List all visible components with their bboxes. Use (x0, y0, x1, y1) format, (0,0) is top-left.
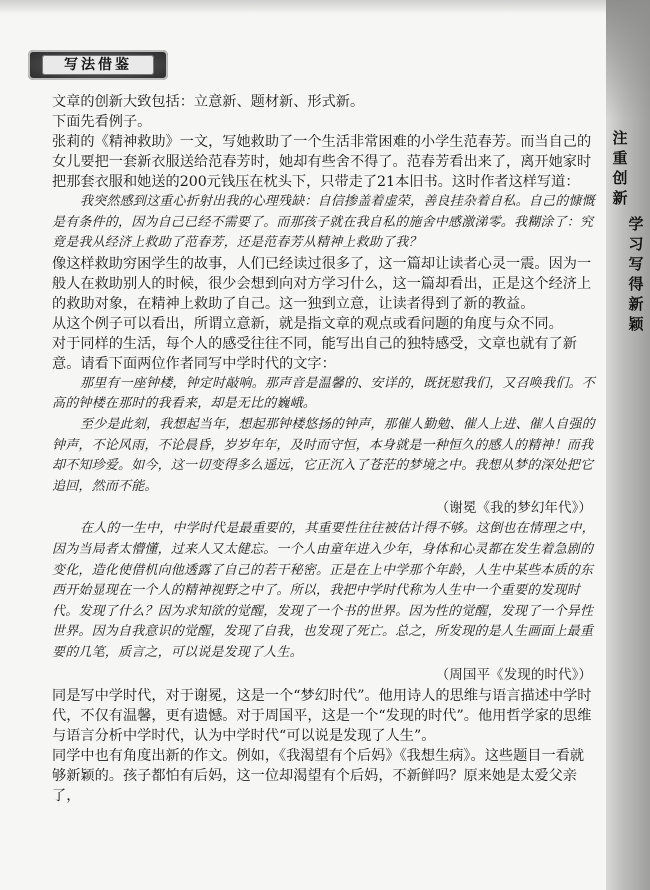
quote-excerpt-2: 那里有一座钟楼，钟定时敲响。那声音是温馨的、安详的，既抚慰我们，又召唤我们。不高的钟楼在那时的我看来，却是无比的巍峨。 (52, 375, 595, 412)
paragraph-definition: 从这个例子可以看出，所谓立意新，就是指文章的观点或看问题的角度与众不同。 (52, 315, 563, 332)
paragraph-new-meaning: 对于同样的生活，每个人的感受往往不同，能写出自己的独特感受，文章也就有了新意。请看下面两位作者同写中学时代的文字： (52, 335, 577, 372)
quote-excerpt-1: 我突然感到这重心折射出我的心理残缺：自信掺盖着虚荣，善良挂杂着自私。自己的慷慨是有条件的，因为自己已经不需要了。而那孩子就在我自私的施舍中感激涕零。我糊涂了：究竟是我从经济上救助了范春芳，还是范春芳从精神上救助了我？ (52, 194, 595, 251)
quote-excerpt-3: 至少是此刻，我想起当年，想起那钟楼悠扬的钟声，那催人勤勉、催人上进、催人自强的钟声，不论风雨，不论晨昏，岁岁年年，及时而守恒，本身就是一种恒久的感人的精神！而我却不知珍爱。如今，这一切变得多么遥远，它正沉入了苍茫的梦境之中。我想从梦的深处把它追回，然而不能。 (52, 416, 595, 494)
paragraph-new-angle: 同学中也有角度出新的作文。例如，《我渴望有个后妈》《我想生病》。这些题目一看就够新颖的。孩子都怕有后妈，这一位却渴望有个后妈，不新鲜吗？原来她是太爱父亲了， (52, 747, 585, 804)
paragraph-intro: 文章的创新大致包括：立意新、题材新、形式新。 (52, 94, 365, 110)
paragraph-analysis: 像这样救助穷困学生的故事，人们已经读过很多了，这一篇却让读者心灵一震。因为一般人在救助别人的时候，很少会想到向对方学习什么，这一篇却看出，正是这个经济上的救助对象，在精神上救助了自己。这一独到立意，让读者得到了新的教益。 (52, 255, 592, 312)
attribution-2: （周国平《发现的时代》） (435, 666, 592, 683)
quote-excerpt-4: 在人的一生中，中学时代是最重要的，其重要性往往被估计得不够。这倒也在情理之中，因为当局者太懵懂，过来人又太健忘。一个人由童年进入少年，身体和心灵都在发生着急剧的变化，造化使借机向他透露了自己的若干秘密。正是在上中学那个年龄，人生中某些本质的东西开始显现在一个人的精神视野之中了。所以，我把中学时代称为人生中一个重要的发现时代。发现了什么？因为求知欲的觉醒，发现了一个书的世界。因为性的觉醒，发现了一个异性世界。因为自我意识的觉醒，发现了自我，也发现了死亡。总之，所发现的是人生画面上最重要的几笔，质言之，可以说是发现了人生。 (52, 521, 595, 660)
section-badge (28, 50, 168, 80)
section-badge-label: 写法借鉴 (42, 55, 154, 75)
paragraph-example-lead: 下面先看例子。 (52, 114, 152, 130)
paragraph-story: 张莉的《精神救助》一文，写她救助了一个生活非常困难的小学生范春芳。而当自己的女儿要把一套新衣服送给范春芳时，她却有些舍不得了。范春芳看出来了，离开她家时把那套衣服和她送的200元钱压在枕头下，只带走了21本旧书。这时作者这样写道： (52, 134, 592, 190)
side-strip-shade (606, 0, 650, 120)
side-title-secondary: 学习写得新颖 (628, 215, 644, 333)
article-body (34, 92, 598, 806)
side-title-primary: 注重创新 (612, 129, 628, 207)
paragraph-comparison: 同是写中学时代，对于谢冕，这是一个“梦幻时代”。他用诗人的思维与语言描述中学时代，不仅有温馨，更有遗憾。对于周国平，这是一个“发现的时代”。他用哲学家的思维与语言分析中学时代，认为中学时代“可以说是发现了人生”。 (52, 687, 592, 744)
attribution-1: （谢冕《我的梦幻年代》） (435, 500, 592, 517)
page-edge (0, 0, 650, 14)
